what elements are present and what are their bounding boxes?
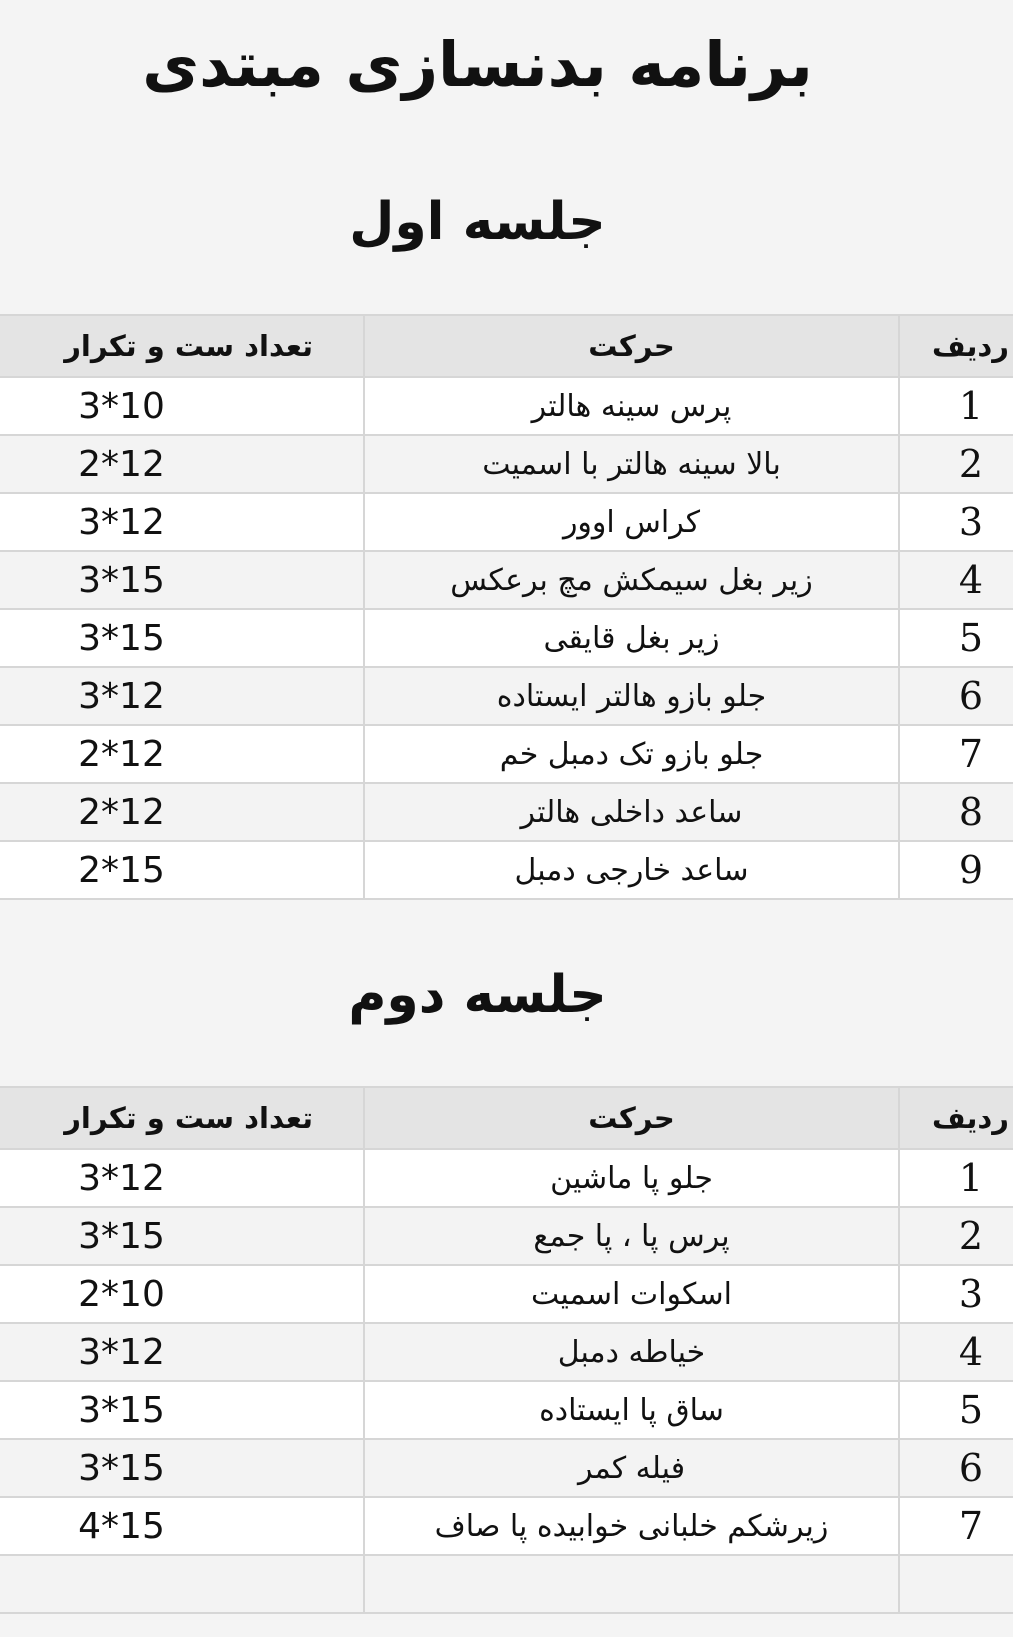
movement-cell [364,1555,899,1613]
sets-cell: 3*15 [0,609,364,667]
sets-cell: 3*15 [0,1439,364,1497]
table-row [0,1323,1013,1381]
movement-cell: ساق پا ایستاده [364,1381,899,1439]
movement-cell: پرس پا ، پا جمع [364,1207,899,1265]
sets-cell: 3*15 [0,1207,364,1265]
header-sets: تعداد ست و تکرار [0,1087,364,1149]
table-row [0,1381,1013,1439]
table-header-row [0,315,1013,377]
row-number-cell: 7 [899,1497,1013,1555]
movement-cell: زیر بغل سیمکش مچ برعکس [364,551,899,609]
table-row [0,725,1013,783]
movement-cell: خیاطه دمبل [364,1323,899,1381]
row-number-cell: 9 [899,841,1013,899]
table-row [0,841,1013,899]
row-number-cell: 1 [899,377,1013,435]
movement-cell: پرس سینه هالتر [364,377,899,435]
row-number-cell: 2 [899,1207,1013,1265]
table-row [0,493,1013,551]
row-number-cell: 4 [899,551,1013,609]
movement-cell: ساعد داخلی هالتر [364,783,899,841]
table-row [0,1439,1013,1497]
sets-cell: 3*15 [0,551,364,609]
table-row [0,1149,1013,1207]
row-number-cell: 6 [899,667,1013,725]
session-2-table [0,1086,1013,1614]
movement-cell: زیر بغل قایقی [364,609,899,667]
movement-cell: ساعد خارجی دمبل [364,841,899,899]
page-title: برنامه بدنسازی مبتدی [142,28,813,101]
table-row [0,609,1013,667]
row-number-cell: 6 [899,1439,1013,1497]
table-row [0,1265,1013,1323]
sets-cell: 2*15 [0,841,364,899]
sets-cell [0,1555,364,1613]
header-row-number: ردیف [899,315,1013,377]
table-row [0,1555,1013,1613]
header-movement: حرکت [364,1087,899,1149]
sets-cell: 3*12 [0,667,364,725]
sets-cell: 2*12 [0,725,364,783]
movement-cell: جلو بازو هالتر ایستاده [364,667,899,725]
table-row [0,435,1013,493]
row-number-cell: 5 [899,1381,1013,1439]
movement-cell: جلو بازو تک دمبل خم [364,725,899,783]
movement-cell: بالا سینه هالتر با اسمیت [364,435,899,493]
row-number-cell: 5 [899,609,1013,667]
movement-cell: اسکوات اسمیت [364,1265,899,1323]
sets-cell: 3*15 [0,1381,364,1439]
row-number-cell: 3 [899,1265,1013,1323]
table-row [0,1497,1013,1555]
row-number-cell [899,1555,1013,1613]
table-row [0,1207,1013,1265]
row-number-cell: 2 [899,435,1013,493]
session-1-title: جلسه اول [349,192,606,252]
session-1-table [0,314,1013,900]
movement-cell: جلو پا ماشین [364,1149,899,1207]
row-number-cell: 1 [899,1149,1013,1207]
sets-cell: 4*15 [0,1497,364,1555]
row-number-cell: 8 [899,783,1013,841]
sets-cell: 3*12 [0,493,364,551]
row-number-cell: 4 [899,1323,1013,1381]
header-sets: تعداد ست و تکرار [0,315,364,377]
sets-cell: 2*12 [0,435,364,493]
header-row-number: ردیف [899,1087,1013,1149]
table-row [0,377,1013,435]
movement-cell: فیله کمر [364,1439,899,1497]
sets-cell: 2*10 [0,1265,364,1323]
row-number-cell: 7 [899,725,1013,783]
table-header-row [0,1087,1013,1149]
sets-cell: 3*10 [0,377,364,435]
table-row [0,783,1013,841]
sets-cell: 3*12 [0,1323,364,1381]
table-row [0,551,1013,609]
header-movement: حرکت [364,315,899,377]
movement-cell: کراس اوور [364,493,899,551]
sets-cell: 2*12 [0,783,364,841]
movement-cell: زیرشکم خلبانی خوابیده پا صاف [364,1497,899,1555]
sets-cell: 3*12 [0,1149,364,1207]
row-number-cell: 3 [899,493,1013,551]
session-2-title: جلسه دوم [348,965,607,1025]
table-row [0,667,1013,725]
